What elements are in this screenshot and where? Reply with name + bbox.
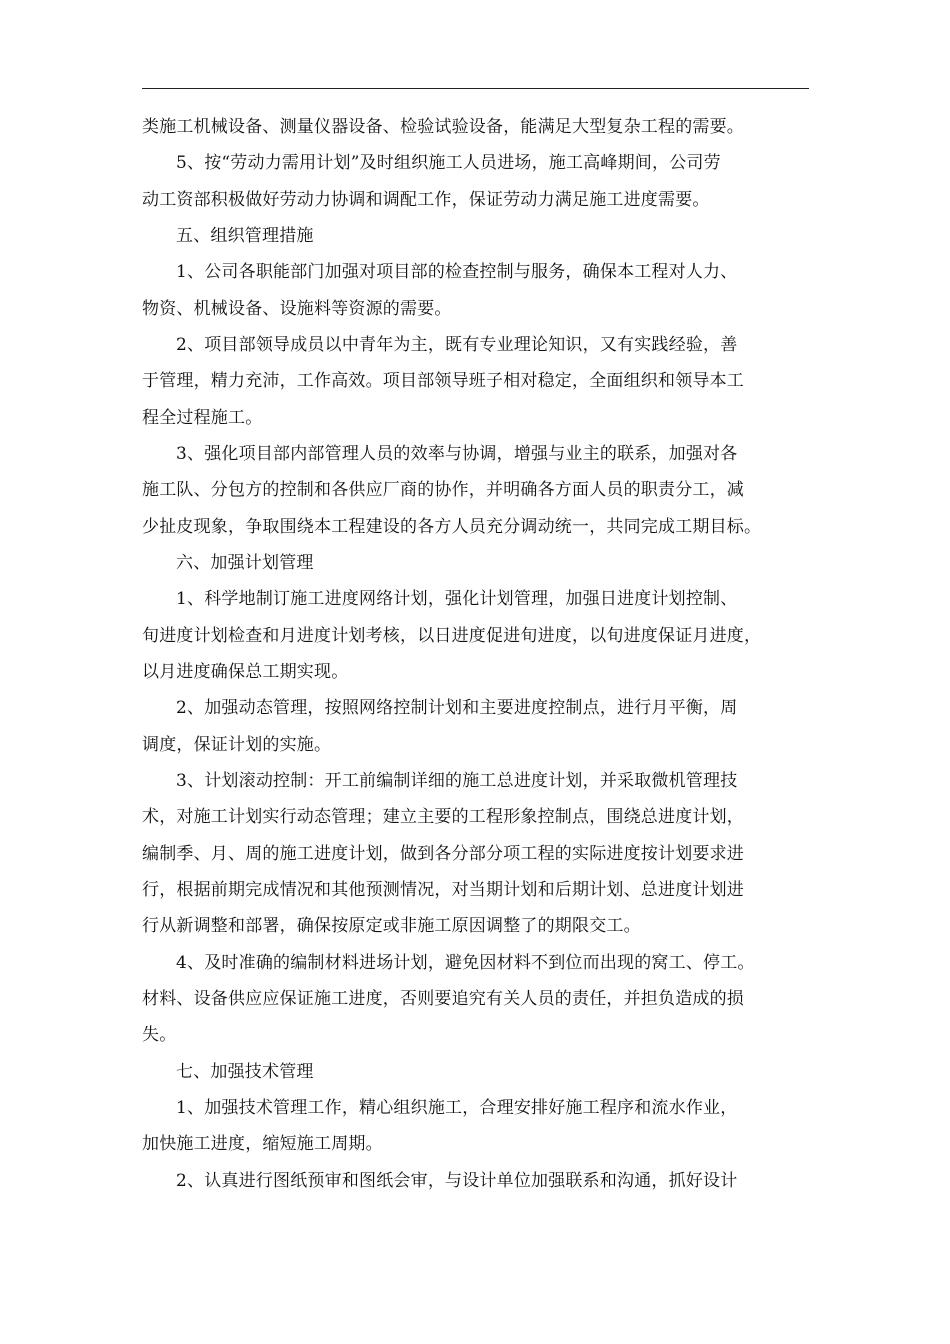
- text-line-11: 施工队、分包方的控制和各供应厂商的协作，并明确各方面人员的职责分工，减: [142, 480, 744, 501]
- text-line-9: 程全过程施工。: [142, 407, 263, 428]
- text-line-12: 少扯皮现象，争取围绕本工程建设的各方人员充分调动统一，共同完成工期目标。: [142, 516, 762, 537]
- text-line-1: 类施工机械设备、测量仪器设备、检验试验设备，能满足大型复杂工程的需要。: [142, 117, 744, 137]
- text-line-21: 编制季、月、周的施工进度计划，做到各分部分项工程的实际进度按计划要求进: [142, 843, 744, 864]
- text-line-17: 2、加强动态管理，按照网络控制计划和主要进度控制点，进行月平衡，周: [176, 698, 738, 719]
- text-line-14: 1、科学地制订施工进度网络计划，强化计划管理，加强日进度计划控制、: [176, 589, 738, 610]
- text-line-23: 行从新调整和部署，确保按原定或非施工原因调整了的期限交工。: [142, 916, 641, 937]
- text-line-18: 调度，保证计划的实施。: [142, 734, 332, 755]
- text-line-16: 以月进度确保总工期实现。: [142, 661, 349, 682]
- header-rule: [142, 88, 809, 89]
- text-line-7: 2、项目部领导成员以中青年为主，既有专业理论知识，又有实践经验，善: [176, 334, 738, 355]
- text-line-22: 行，根据前期完成情况和其他预测情况，对当期计划和后期计划、总进度计划进: [142, 879, 744, 900]
- text-line-10: 3、强化项目部内部管理人员的效率与协调，增强与业主的联系，加强对各: [176, 443, 738, 464]
- text-line-6: 物资、机械设备、设施料等资源的需要。: [142, 298, 452, 319]
- text-line-24: 4、及时准确的编制材料进场计划，避免因材料不到位而出现的窝工、停工。: [176, 952, 755, 973]
- text-line-19: 3、计划滚动控制：开工前编制详细的施工总进度计划，并采取微机管理技: [176, 770, 738, 791]
- section-heading-5: 五、组织管理措施: [176, 225, 314, 246]
- section-heading-6: 六、加强计划管理: [176, 552, 314, 573]
- text-line-3: 动工资部积极做好劳动力协调和调配工作，保证劳动力满足施工进度需要。: [142, 189, 710, 210]
- text-line-28: 1、加强技术管理工作，精心组织施工，合理安排好施工程序和流水作业，: [176, 1097, 738, 1118]
- text-line-25: 材料、设备供应应保证施工进度，否则要追究有关人员的责任，并担负造成的损: [142, 988, 744, 1009]
- text-line-15: 旬进度计划检查和月进度计划考核，以日进度促进旬进度，以旬进度保证月进度，: [142, 625, 762, 646]
- text-line-20: 术，对施工计划实行动态管理；建立主要的工程形象控制点，围绕总进度计划，: [142, 807, 744, 828]
- document-body: [142, 109, 809, 1199]
- text-line-26: 失。: [142, 1025, 177, 1046]
- text-line-2: 5、按“劳动力需用计划”及时组织施工人员进场，施工高峰期间，公司劳: [176, 153, 721, 174]
- text-line-29: 加快施工进度，缩短施工周期。: [142, 1134, 383, 1155]
- text-line-30: 2、认真进行图纸预审和图纸会审，与设计单位加强联系和沟通，抓好设计: [176, 1170, 738, 1191]
- section-heading-7: 七、加强技术管理: [176, 1061, 314, 1082]
- text-line-8: 于管理，精力充沛，工作高效。项目部领导班子相对稳定，全面组织和领导本工: [142, 371, 744, 392]
- text-line-5: 1、公司各职能部门加强对项目部的检查控制与服务，确保本工程对人力、: [176, 262, 738, 283]
